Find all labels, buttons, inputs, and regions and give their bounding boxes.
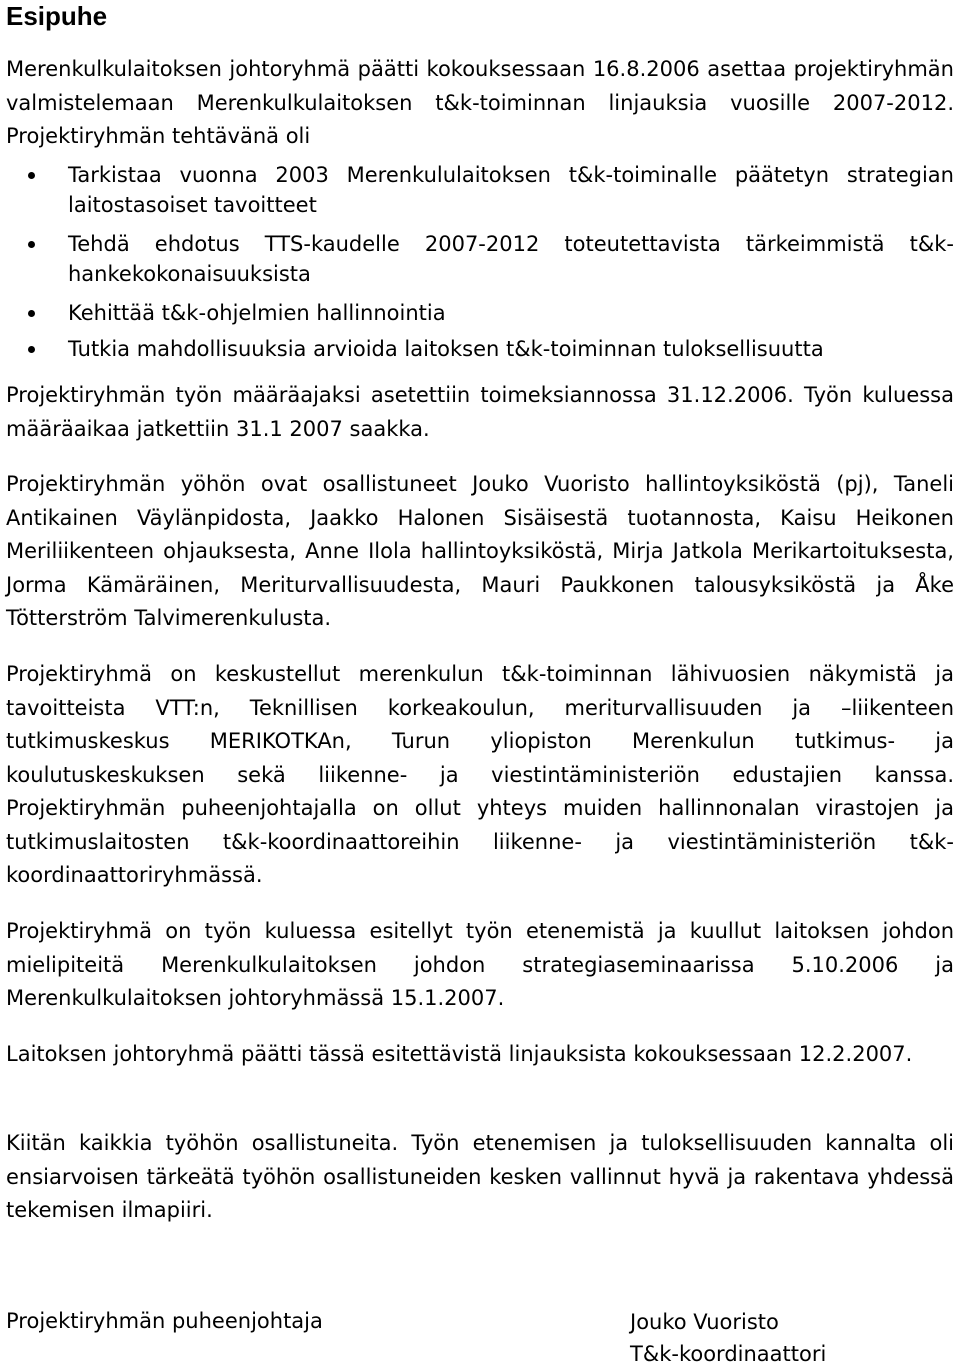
- decision-paragraph: Laitoksen johtoryhmä päätti tässä esitettävistä linjauksista kokouksessaan 12.2.2007.: [6, 1042, 913, 1066]
- list-item: [6, 229, 954, 293]
- bullet-icon: [28, 310, 35, 317]
- list-item-text: Tehdä ehdotus TTS-kaudelle 2007-2012 toteutettavista tärkeimmistä t&k-hankekokonaisuuksista: [68, 232, 954, 286]
- bullet-icon: [28, 346, 35, 353]
- task-list: [6, 160, 954, 364]
- signature-role-label: Projektiryhmän puheenjohtaja: [6, 1309, 323, 1333]
- list-item-text: Tutkia mahdollisuuksia arvioida laitoksen t&k-toiminnan tuloksellisuutta: [68, 337, 824, 361]
- members-paragraph: Projektiryhmän yöhön ovat osallistuneet Jouko Vuoristo hallintoyksiköstä (pj), Taneli Antikainen Väylänpidosta, Jaakko Halonen Sisäisestä tuotannosta, Kaisu Heikonen Meriliikenteen ohjauksesta, Anne Ilola hallintoyksiköstä, Mirja Jatkola Merikartoituksesta, Jorma Kämäräinen, Meriturvallisuudesta, Mauri Paukkonen talousyksiköstä ja Åke Tötterström Talvimerenkulusta.: [6, 472, 954, 630]
- signature-name: Jouko Vuoristo: [630, 1310, 779, 1334]
- list-item: [6, 160, 954, 224]
- bullet-icon: [28, 241, 35, 248]
- intro-paragraph: Merenkulkulaitoksen johtoryhmä päätti kokouksessaan 16.8.2006 asettaa projektiryhmän valmistelemaan Merenkulkulaitoksen t&k-toiminnan linjauksia vuosille 2007-2012. Projektiryhmän tehtävänä oli: [6, 57, 954, 148]
- discussions-paragraph: Projektiryhmä on keskustellut merenkulun t&k-toiminnan lähivuosien näkymistä ja tavoitteista VTT:n, Teknillisen korkeakoulun, meriturvallisuuden ja –liikenteen tutkimuskeskus MERIKOTKAn, Turun yliopiston Merenkulun tutkimus- ja koulutuskeskuksen sekä liikenne- ja viestintäministeriön edustajien kanssa. Projektiryhmän puheenjohtajalla on ollut yhteys muiden hallinnonalan virastojen ja tutkimuslaitosten t&k-koordinaattoreihin liikenne- ja viestintäministeriön t&k-koordinaattoriryhmässä.: [6, 662, 954, 887]
- list-item: [6, 298, 954, 328]
- signature-title: T&k-koordinaattori: [630, 1342, 827, 1366]
- list-item-text: Tarkistaa vuonna 2003 Merenkululaitoksen t&k-toiminalle päätetyn strategian laitostasoiset tavoitteet: [68, 163, 954, 217]
- deadline-paragraph: Projektiryhmän työn määräajaksi asetettiin toimeksiannossa 31.12.2006. Työn kuluessa määräaikaa jatkettiin 31.1 2007 saakka.: [6, 383, 954, 441]
- bullet-icon: [28, 172, 35, 179]
- page-title: Esipuhe: [6, 1, 108, 31]
- thanks-paragraph: Kiitän kaikkia työhön osallistuneita. Työn etenemisen ja tuloksellisuuden kannalta oli ensiarvoisen tärkeätä työhön osallistuneiden kesken vallinnut hyvä ja rakentava yhdessä tekemisen ilmapiiri.: [6, 1131, 954, 1222]
- signature-block: [630, 1306, 826, 1370]
- list-item-text: Kehittää t&k-ohjelmien hallinnointia: [68, 301, 446, 325]
- list-item: [6, 334, 954, 364]
- progress-paragraph: Projektiryhmä on työn kuluessa esitellyt työn etenemistä ja kuullut laitoksen johdon mielipiteitä Merenkulkulaitoksen johdon strategiaseminaarissa 5.10.2006 ja Merenkulkulaitoksen johtoryhmässä 15.1.2007.: [6, 919, 954, 1010]
